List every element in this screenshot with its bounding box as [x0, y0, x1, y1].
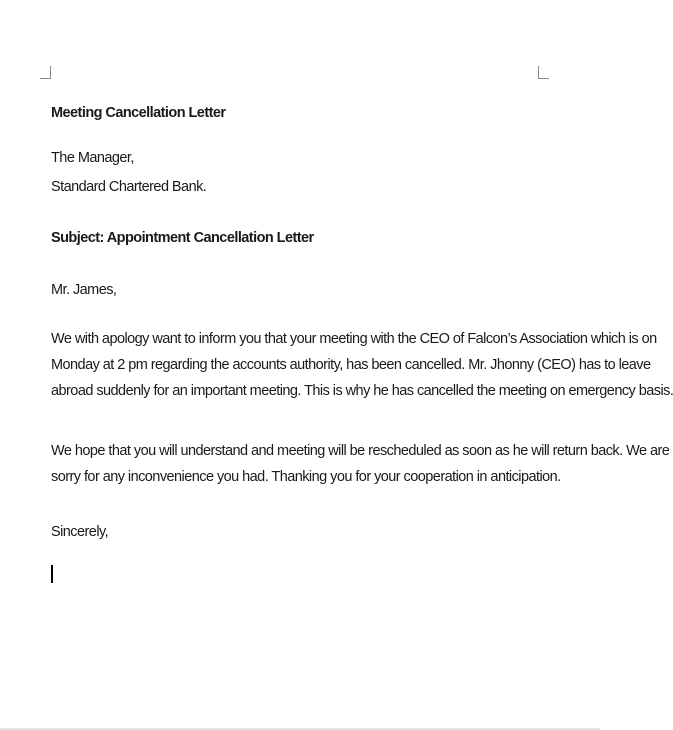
paragraph-2	[51, 438, 670, 490]
closing: Sincerely,	[51, 524, 109, 540]
letter-title: Meeting Cancellation Letter	[51, 105, 226, 121]
paragraph-2-line-1: We hope that you will understand and meeting will be rescheduled as soon as he will return back. We are	[51, 443, 670, 459]
recipient-line-2: Standard Chartered Bank.	[51, 179, 207, 195]
paragraph-1-line-1: We with apology want to inform you that your meeting with the CEO of Falcon’s Association which is on	[51, 331, 657, 347]
margin-corner-mark-right	[538, 66, 549, 79]
subject-line: Subject: Appointment Cancellation Letter	[51, 230, 314, 246]
recipient-line-1: The Manager,	[51, 150, 134, 166]
text-cursor[interactable]	[51, 565, 53, 583]
paragraph-1	[51, 326, 673, 404]
paragraph-1-line-2: Monday at 2 pm regarding the accounts authority, has been cancelled. Mr. Jhonny (CEO) has to leave	[51, 357, 651, 373]
salutation: Mr. James,	[51, 282, 117, 298]
paragraph-2-line-2: sorry for any inconvenience you had. Thanking you for your cooperation in anticipation.	[51, 469, 561, 485]
paragraph-1-line-3: abroad suddenly for an important meeting. This is why he has cancelled the meeting on emergency basis.	[51, 383, 673, 399]
margin-corner-mark-left	[40, 66, 51, 79]
